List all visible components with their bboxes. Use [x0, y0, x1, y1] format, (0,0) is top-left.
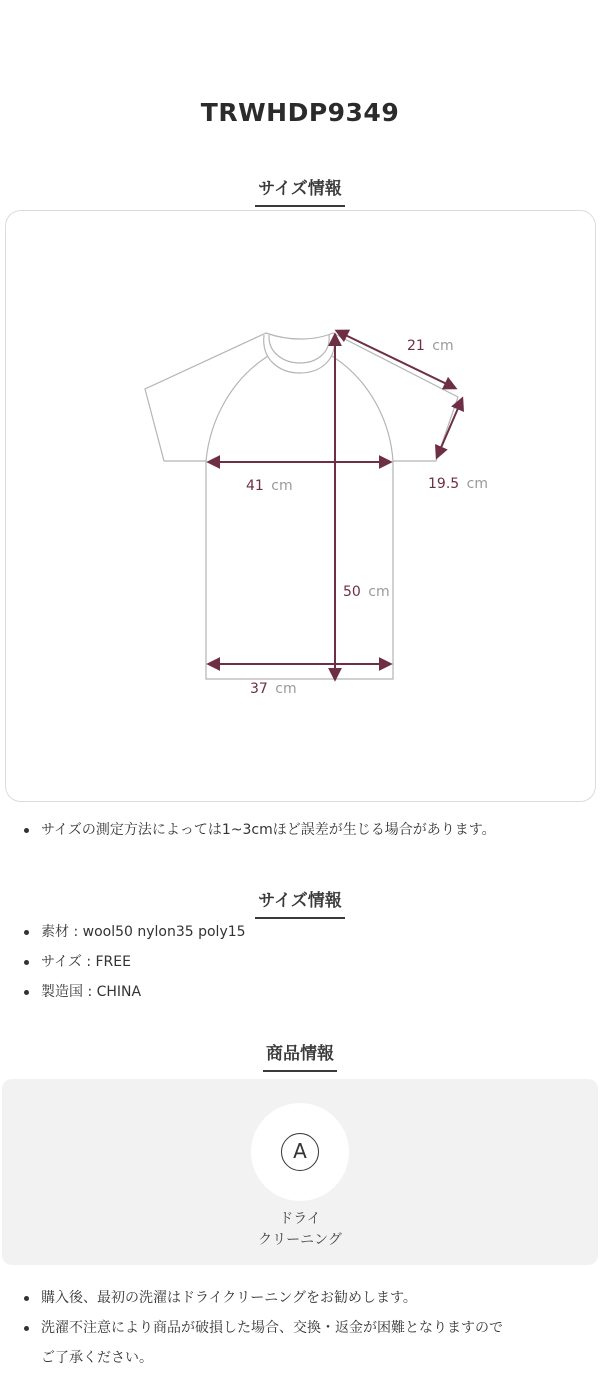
care-instruction-box — [2, 1079, 598, 1265]
spec-material: 素材 : wool50 nylon35 poly15 — [22, 917, 580, 947]
chest-label: 41 cm — [246, 478, 293, 494]
care-note-1: 購入後、最初の洗濯はドライクリーニングをお勧めします。 — [22, 1283, 580, 1313]
hem-label: 37 cm — [250, 681, 297, 697]
care-note-2: 洗濯不注意により商品が破損した場合、交換・返金が困難となりますので — [22, 1313, 580, 1343]
sleeve-label: 19.5 cm — [428, 476, 488, 492]
size-diagram — [6, 211, 597, 803]
measurement-note-list — [22, 815, 580, 845]
care-icon-circle — [251, 1103, 349, 1201]
measurement-lines — [209, 331, 462, 679]
product-info-heading — [0, 1039, 600, 1072]
spec-list — [22, 917, 580, 1007]
product-code: TRWHDP9349 — [200, 98, 400, 127]
size-info-heading — [0, 174, 600, 207]
care-note-2-continued: ご了承ください。 — [41, 1350, 153, 1366]
sleeve-measure-line — [437, 399, 462, 457]
product-info-heading-text: 商品情報 — [263, 1039, 337, 1072]
dry-clean-icon: A — [281, 1133, 319, 1171]
size-info-heading-text: サイズ情報 — [255, 174, 345, 207]
care-caption-line1: ドライ — [279, 1211, 321, 1227]
spec-heading-text: サイズ情報 — [255, 886, 345, 919]
length-label: 50 cm — [343, 584, 390, 600]
measurement-note: サイズの測定方法によっては1~3cmほど誤差が生じる場合があります。 — [22, 815, 580, 845]
tshirt-outline — [145, 333, 458, 679]
spec-heading — [0, 886, 600, 919]
care-notes-list — [22, 1283, 580, 1343]
spec-origin: 製造国 : CHINA — [22, 977, 580, 1007]
spec-size: サイズ : FREE — [22, 947, 580, 977]
care-caption-line2: クリーニング — [258, 1232, 342, 1248]
size-diagram-box — [5, 210, 596, 802]
shoulder-label: 21 cm — [407, 338, 454, 354]
